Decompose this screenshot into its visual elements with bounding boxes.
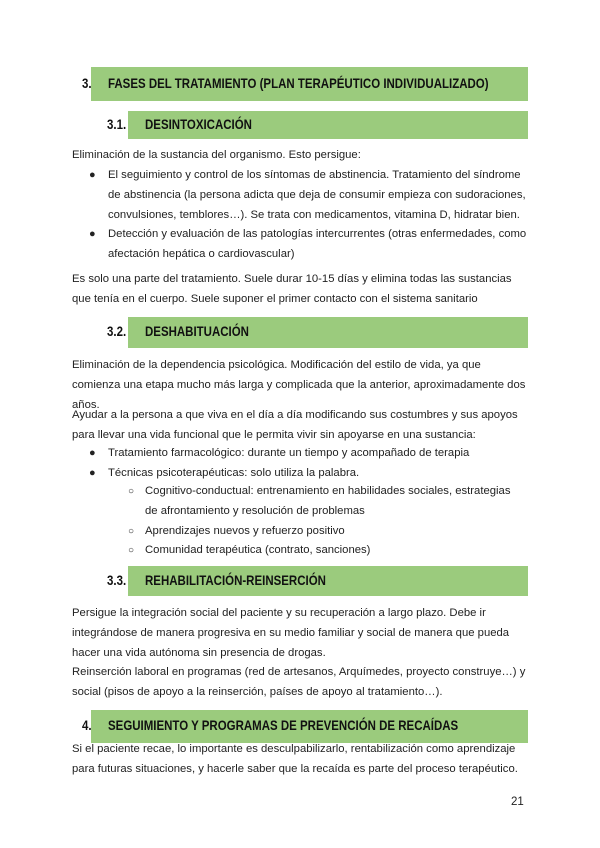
- section-3-3-number: 3.3.: [107, 572, 127, 588]
- list-item: ● El seguimiento y control de los síntomas de abstinencia. Tratamiento del síndrome de abstinencia (la persona adicta que deja de consumir empieza con sudoraciones, convulsiones, temblores…). Se trata con medicamentos, vitamina D, hidratar bien.: [108, 166, 528, 225]
- section-4-title: SEGUIMIENTO Y PROGRAMAS DE PREVENCIÓN DE RECAÍDAS: [108, 717, 459, 733]
- section-3-3-title: REHABILITACIÓN-REINSERCIÓN: [145, 572, 326, 588]
- section-3-2-paragraph-1: Eliminación de la dependencia psicológica. Modificación del estilo de vida, ya que comienza una etapa mucho más larga y complicada que la anterior, aproximadamente dos años.: [72, 359, 526, 411]
- list-item: ● Tratamiento farmacológico: durante un tiempo y acompañado de terapia: [108, 444, 528, 464]
- list-item: ● Técnicas psicoterapéuticas: solo utiliza la palabra.: [108, 464, 528, 484]
- section-3-title: FASES DEL TRATAMIENTO (PLAN TERAPÉUTICO INDIVIDUALIZADO): [108, 75, 489, 91]
- hollow-bullet-icon: ○: [128, 486, 135, 497]
- bullet-icon: ●: [89, 169, 96, 181]
- section-3-2-bullet-list: [89, 444, 528, 484]
- list-item: ○ Comunidad terapéutica (contrato, sanciones): [145, 541, 525, 561]
- section-3-1-title: DESINTOXICACIÓN: [145, 116, 252, 132]
- section-3-2-title: DESHABITUACIÓN: [145, 323, 249, 339]
- section-3-1-number: 3.1.: [107, 116, 127, 132]
- page-number: 21: [511, 796, 524, 808]
- section-3-number: 3.: [82, 75, 92, 91]
- section-3-2-number: 3.2.: [107, 323, 127, 339]
- section-3-1-intro: Eliminación de la sustancia del organismo. Esto persigue:: [72, 149, 361, 161]
- section-4-paragraph: Si el paciente recae, lo importante es desculpabilizarlo, rentabilización como aprendizaje para futuras situaciones, y hacerle saber que la recaída es parte del proceso terapéutico.: [72, 743, 518, 775]
- list-item: ○ Cognitivo-conductual: entrenamiento en habilidades sociales, estrategias de afrontamiento y resolución de problemas: [145, 482, 525, 522]
- hollow-bullet-icon: ○: [128, 545, 135, 557]
- section-4-number: 4.: [82, 717, 92, 733]
- bullet-icon: ●: [89, 447, 96, 459]
- list-item: ○ Aprendizajes nuevos y refuerzo positivo: [145, 522, 525, 542]
- hollow-bullet-icon: ○: [128, 525, 135, 537]
- section-3-3-paragraph-2: Reinserción laboral en programas (red de artesanos, Arquímedes, proyecto construye…) y social (pisos de apoyo a la reinserción, países de apoyo al tratamiento…).: [72, 666, 526, 698]
- section-3-2-paragraph-2: Ayudar a la persona a que viva en el día a día modificando sus costumbres y sus apoyos para llevar una vida funcional que le permita vivir sin apoyarse en una sustancia:: [72, 409, 518, 441]
- section-3-2-subbullet-list: [128, 482, 525, 561]
- list-item: ● Detección y evaluación de las patologías intercurrentes (otras enfermedades, como afectación hepática o cardiovascular): [108, 225, 528, 265]
- section-3-3-paragraph-1: Persigue la integración social del paciente y su recuperación a largo plazo. Debe ir integrándose de manera progresiva en su medio familiar y social de manera que pueda hacer una vida autónoma sin presencia de drogas.: [72, 607, 510, 659]
- section-3-1-outro: Es solo una parte del tratamiento. Suele durar 10-15 días y elimina todas las sustancias que tenía en el cuerpo. Suele suponer el primer contacto con el sistema sanitario: [72, 273, 512, 305]
- bullet-icon: ●: [89, 466, 96, 479]
- section-3-1-bullet-list: [89, 166, 528, 265]
- bullet-icon: ●: [89, 228, 96, 241]
